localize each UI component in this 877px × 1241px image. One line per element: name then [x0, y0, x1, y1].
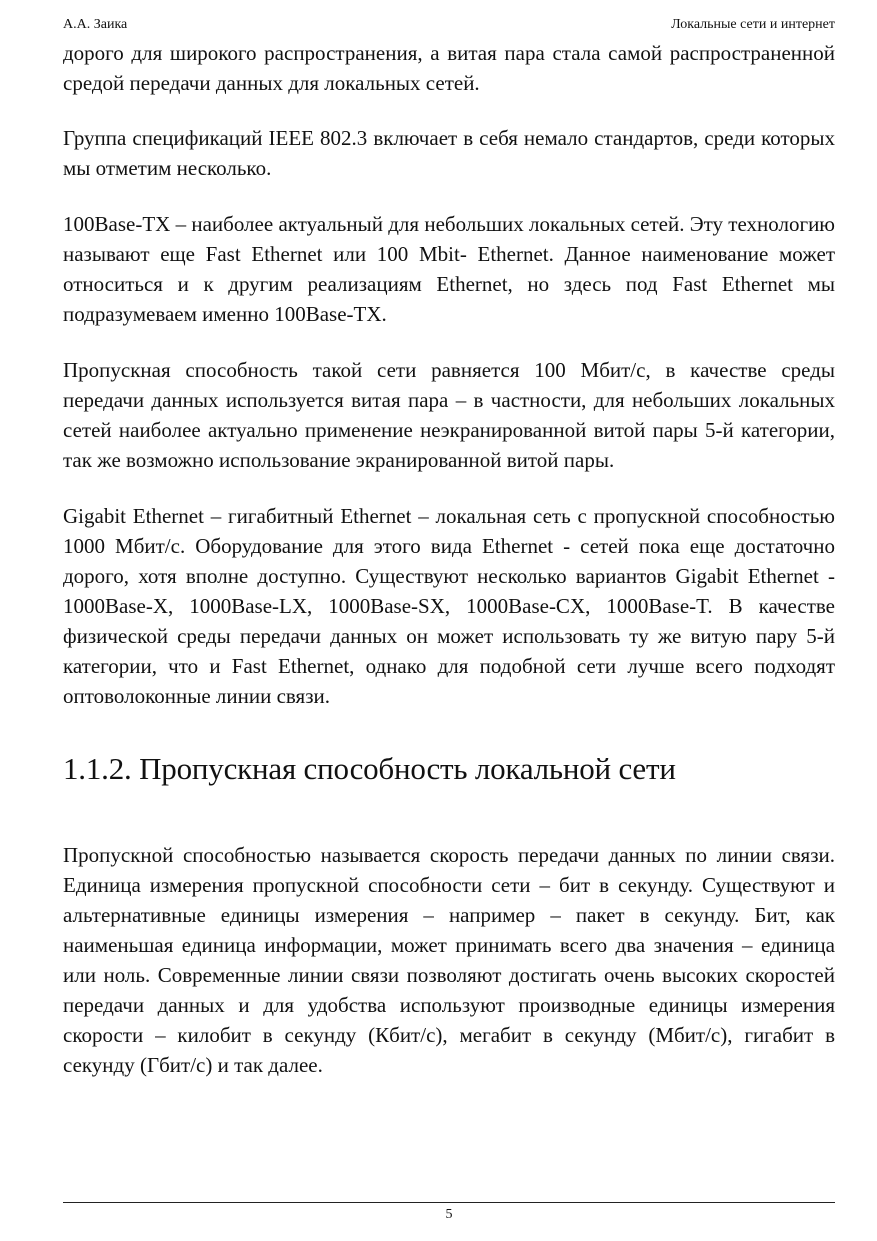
running-header	[63, 15, 835, 35]
header-author: А.А. Заика	[63, 17, 128, 32]
paragraph-100base-tx: 100Base-TX – наиболее актуальный для небольших локальных сетей. Эту технологию называют еще Fast Ethernet или 100 Mbit- Ethernet. Данное наименование может относиться и к другим реализациям Ethernet, но здесь под Fast Ethernet мы подразумеваем именно 100Base-TX.	[63, 212, 835, 326]
paragraph-gigabit-ethernet: Gigabit Ethernet – гигабитный Ethernet – локальная сеть с пропускной способностью 1000 Мбит/с. Оборудование для этого вида Ethernet - сетей пока еще достаточно дорого, хотя вполне доступно. Существуют несколько вариантов Gigabit Ethernet - 1000Base-X, 1000Base-LX, 1000Base-SX, 1000Base-CX, 1000Base-T. В качестве физической среды передачи данных он может использовать ту же витую пару 5-й категории, что и Fast Ethernet, однако для подобной сети лучше всего подходят оптоволоконные линии связи.	[63, 504, 835, 708]
paragraph-bandwidth-100: Пропускная способность такой сети равняется 100 Мбит/с, в качестве среды передачи данных используется витая пара – в частности, для небольших локальных сетей наиболее актуально применение неэкранированной витой пары 5-й категории, так же возможно использование экранированной витой пары.	[63, 358, 835, 472]
header-book-title: Локальные сети и интернет	[671, 17, 835, 32]
document-page	[63, 0, 835, 1241]
section-heading: 1.1.2. Пропускная способность локальной сети	[63, 751, 676, 786]
paragraph-bandwidth-definition: Пропускной способностью называется скорость передачи данных по линии связи. Единица измерения пропускной способности сети – бит в секунду. Существуют и альтернативные единицы измерения – например – пакет в секунду. Бит, как наименьшая единица информации, может принимать всего два значения – единица или ноль. Современные линии связи позволяют достигать очень высоких скоростей передачи данных и для удобства используют производные единицы измерения скорости – килобит в секунду (Кбит/с), мегабит в секунду (Мбит/с), гигабит в секунду (Гбит/с) и так далее.	[63, 843, 835, 1077]
paragraph-ieee-intro: Группа спецификаций IEEE 802.3 включает в себя немало стандартов, среди которых мы отметим несколько.	[63, 126, 835, 180]
footer-divider	[63, 1202, 835, 1203]
page-number: 5	[445, 1207, 453, 1222]
page-content	[63, 38, 835, 1106]
paragraph-continuation: дорого для широкого распространения, а витая пара стала самой распространенной средой передачи данных для локальных сетей.	[63, 41, 835, 95]
